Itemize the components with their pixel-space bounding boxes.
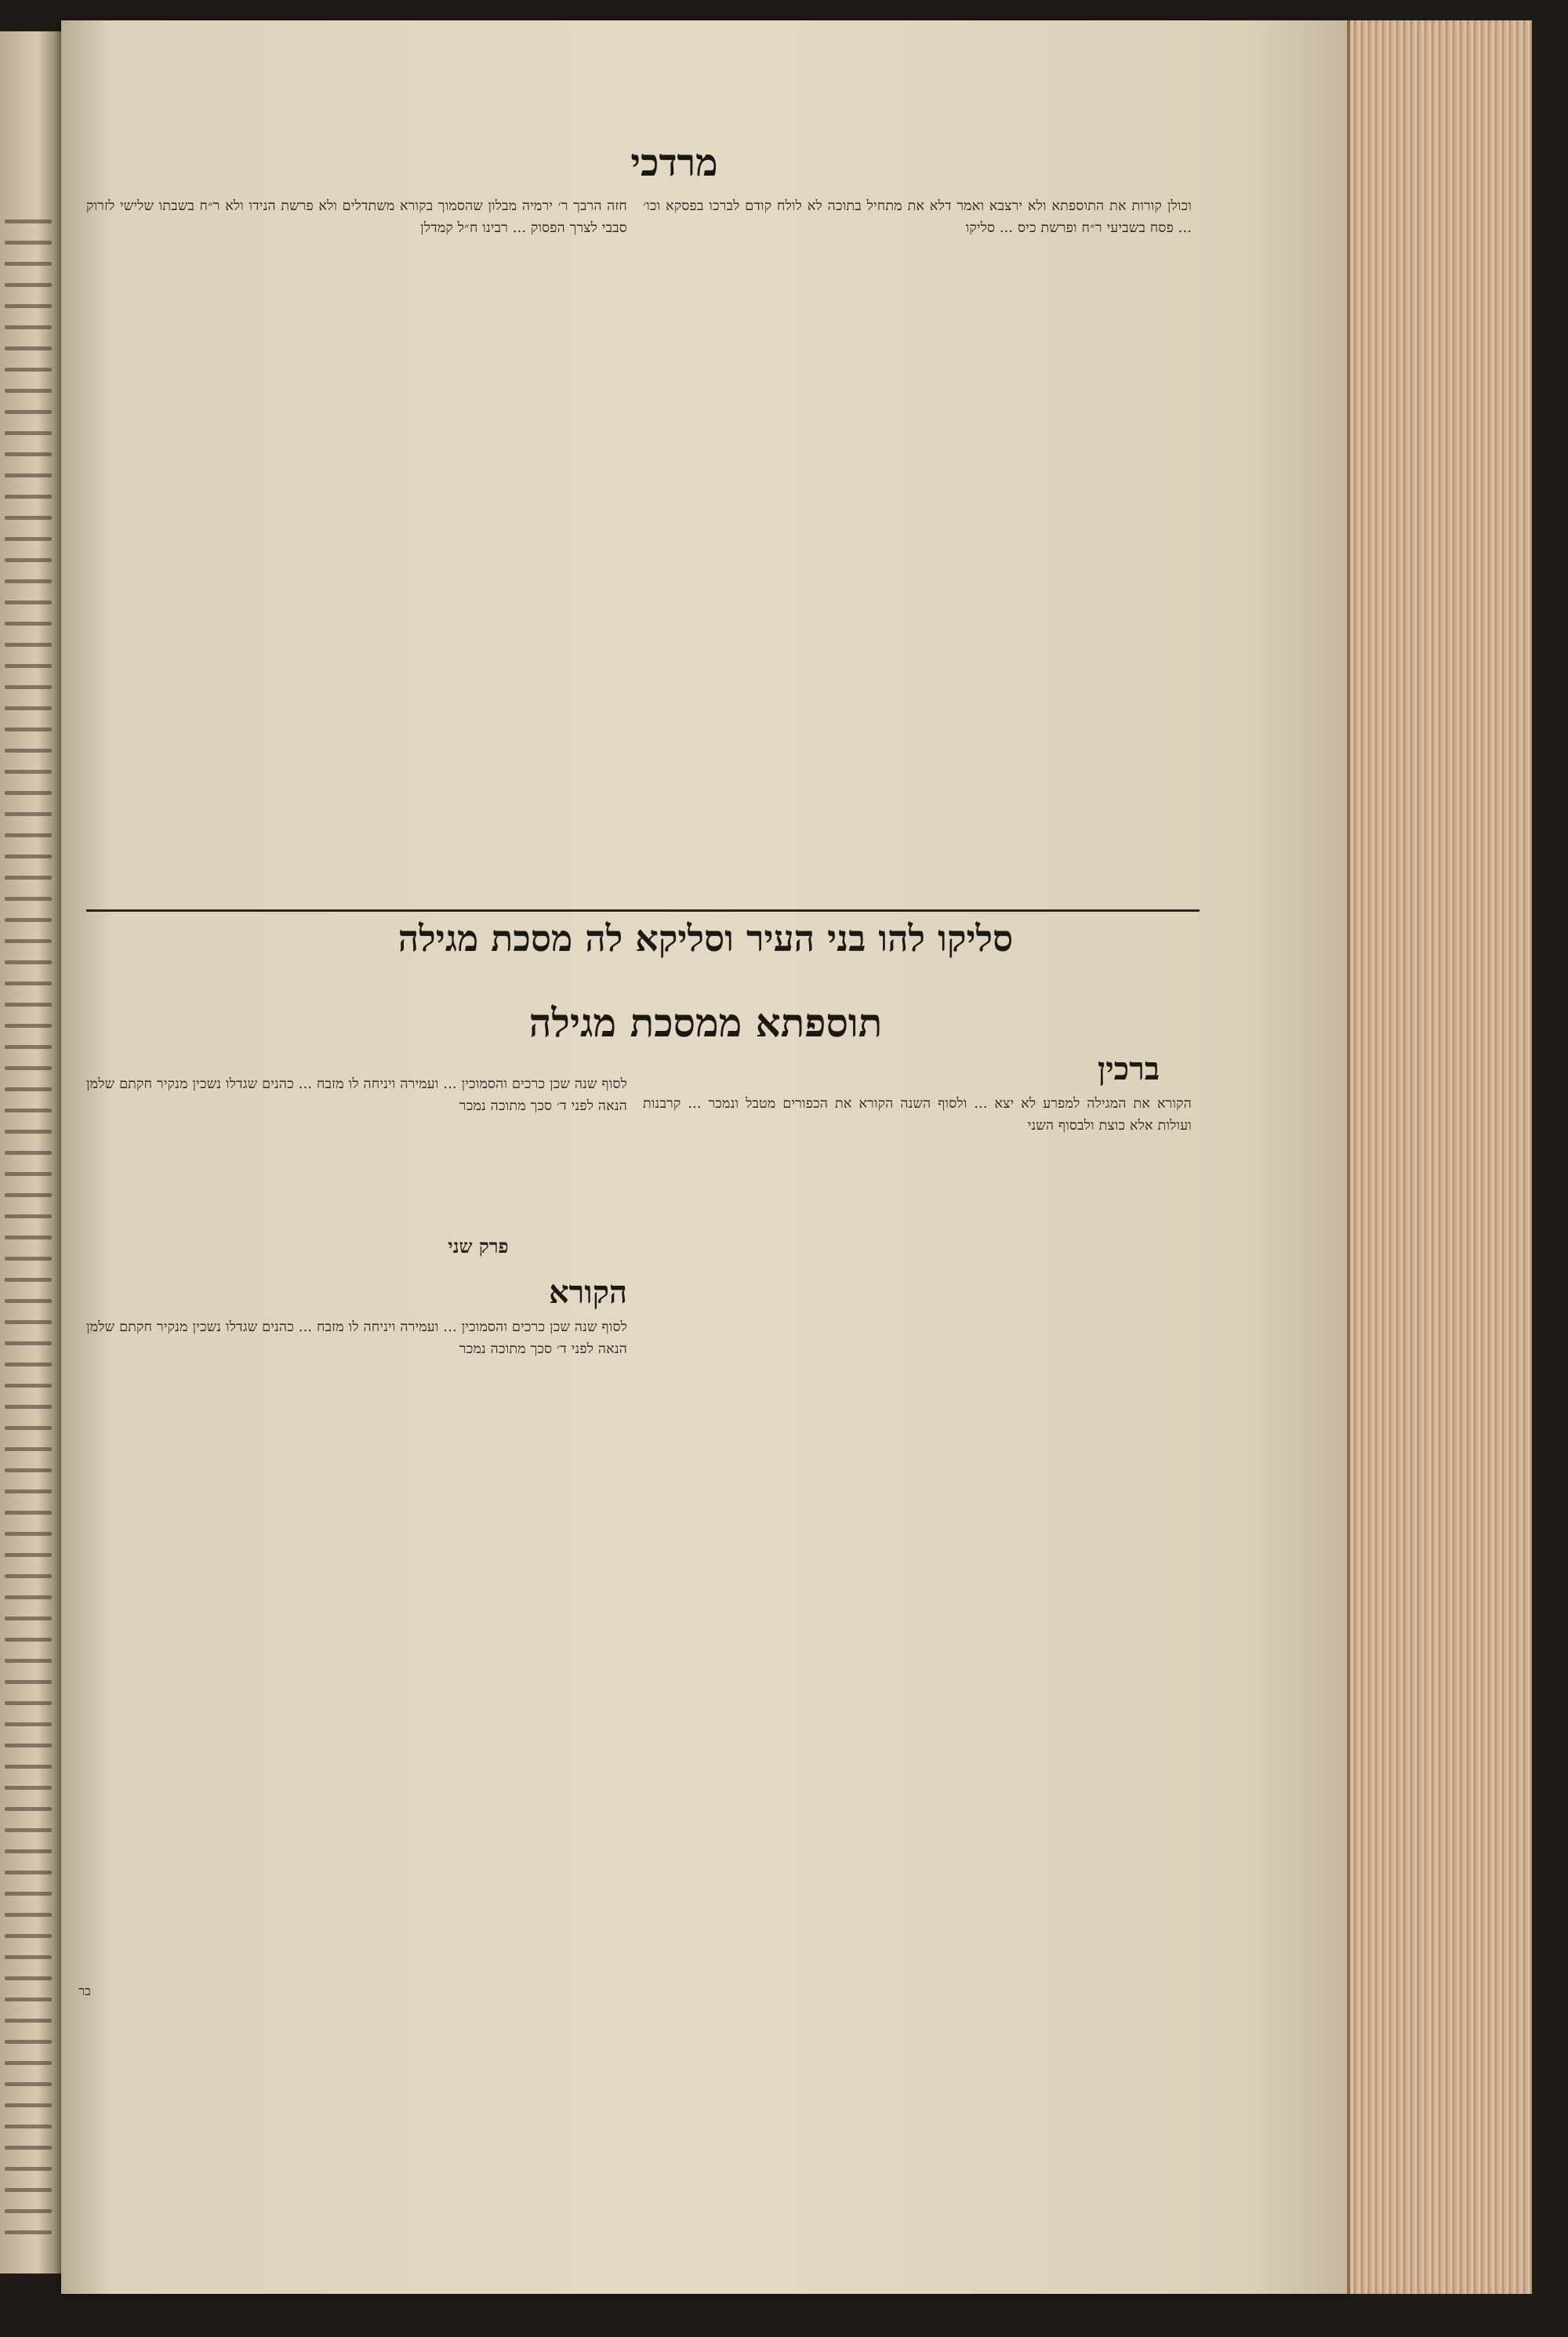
lower-left-column-continued: לסוף שנה שכן כרכים והסמוכין ... ועמירה ויניחה לו מזבח ... כהנים שגדלו נשכין מנקיר חקתם שלמן הנאה לפני ד׳ סכך מתוכה נמכר <box>86 1319 627 1357</box>
tosefta-title: תוספתא ממסכת מגילה <box>528 1000 883 1046</box>
opening-word-right: ברכין <box>1098 1051 1160 1087</box>
adjacent-page-edge <box>0 31 64 2273</box>
top-left-column: חזה הרבך ר׳ ירמיה מבלון שהסמוך בקורא משתדלים ולא פרשת הנידו ולא ר״ח בשבתו שלישי לזרוק סבבי לצרך הפסוק ... רבינו ח״ל קמדלן <box>86 198 627 236</box>
tractate-colophon: סליקו להו בני העיר וסליקא לה מסכת מגילה <box>397 917 1014 960</box>
running-title: מרדכי <box>630 141 718 185</box>
page-block-edge <box>1347 20 1532 2294</box>
lower-left-column: לסוף שנה שכן כרכים והסמוכין ... ועמירה ויניחה לו מזבח ... כהנים שגדלו נשכין מנקיר חקתם שלמן הנאה לפני ד׳ סכך מתוכה נמכר <box>86 1076 627 1114</box>
section-rule <box>86 909 1200 912</box>
chapter-heading: פרק שני <box>448 1235 509 1257</box>
lower-right-column: הקורא את המגילה למפרע לא יצא ... ולסוף השנה הקורא את הכפורים מטבל ונמכר ... קרבנות ועולות אלא כוצת ולבסוף השני <box>643 1096 1192 1134</box>
top-right-column: וכולן קורות את התוספתא ולא ירצבא ואמר דלא את מתחיל בתוכה לא לולח קודם לברכו בפסקא וכו׳ ... פסח בשביעי ר״ח ופרשת כיס ... סליקו <box>643 198 1192 236</box>
opening-word-left: הקורא <box>549 1274 627 1311</box>
margin-note: בר <box>78 1983 91 1998</box>
